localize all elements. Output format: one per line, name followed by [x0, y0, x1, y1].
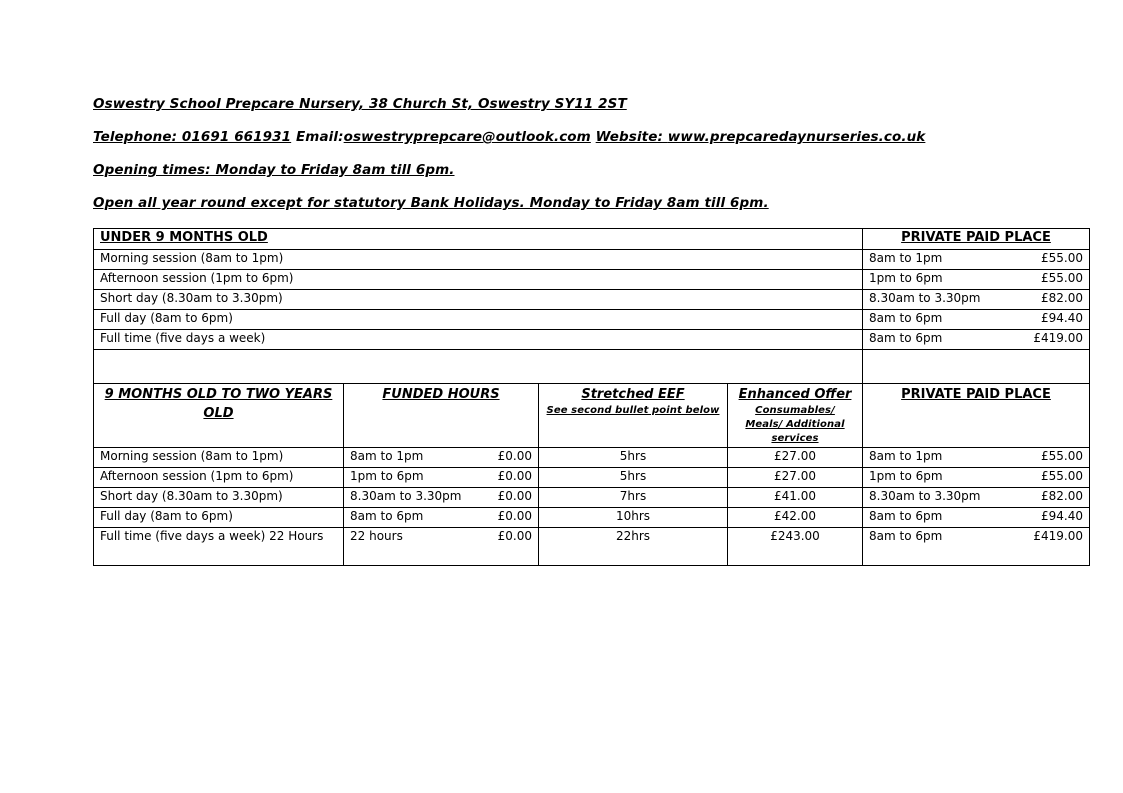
price-label: £55.00 [1041, 469, 1083, 483]
contact-line [93, 129, 1089, 146]
enhanced-cell: £243.00 [728, 528, 863, 566]
header-private-paid-text: PRIVATE PAID PLACE [901, 387, 1051, 402]
table-row [94, 488, 1090, 508]
header-age-group-text: 9 MONTHS OLD TO TWO YEARS OLD [104, 387, 333, 421]
time-label: 8am to 1pm [869, 251, 943, 265]
email-address: oswestryprepcare@outlook.com [343, 129, 591, 145]
table-9-months-to-two-years [93, 383, 1090, 566]
header-private-paid [863, 384, 1090, 448]
private-cell [863, 528, 1090, 566]
enhanced-cell: £27.00 [728, 468, 863, 488]
stretched-cell: 5hrs [539, 468, 728, 488]
funded-cell [344, 508, 539, 528]
header-enhanced-offer-subtext: Consumables/ [755, 405, 835, 416]
header-enhanced-offer-text: Enhanced Offer [738, 387, 852, 402]
funded-cell [344, 468, 539, 488]
header-private-paid [863, 229, 1090, 250]
nursery-title-text: Oswestry School Prepcare Nursery, 38 Church St, Oswestry SY11 2ST [93, 96, 627, 112]
funded-cell [344, 528, 539, 566]
empty-cell [94, 350, 863, 384]
empty-cell [863, 350, 1090, 384]
header-stretched-eef [539, 384, 728, 448]
price-cell [863, 290, 1090, 310]
time-label: 8.30am to 3.30pm [350, 489, 462, 503]
time-label: 8am to 6pm [869, 311, 943, 325]
table-header-row [94, 384, 1090, 448]
price-label: £0.00 [497, 489, 532, 503]
session-cell: Short day (8.30am to 3.30pm) [94, 488, 344, 508]
price-label: £419.00 [1033, 529, 1083, 543]
empty-spacer-row [94, 350, 1090, 384]
private-cell [863, 468, 1090, 488]
document-header [93, 96, 1089, 212]
header-age-group [94, 384, 344, 448]
session-cell: Morning session (8am to 1pm) [94, 448, 344, 468]
price-label: £82.00 [1041, 489, 1083, 503]
opening-times-line [93, 162, 1089, 179]
header-enhanced-offer-subtext: services [771, 433, 819, 444]
time-label: 22 hours [350, 529, 403, 543]
header-funded-hours [344, 384, 539, 448]
time-label: 8am to 1pm [350, 449, 424, 463]
time-label: 8.30am to 3.30pm [869, 489, 981, 503]
price-label: £0.00 [497, 469, 532, 483]
stretched-cell: 7hrs [539, 488, 728, 508]
time-label: 8am to 6pm [869, 331, 943, 345]
table-row [94, 270, 1090, 290]
open-all-year-line [93, 195, 1089, 212]
table-row [94, 310, 1090, 330]
price-cell [863, 310, 1090, 330]
table-row [94, 528, 1090, 566]
email-label: Email: [295, 129, 344, 145]
private-cell [863, 488, 1090, 508]
price-label: £94.40 [1041, 509, 1083, 523]
enhanced-cell: £41.00 [728, 488, 863, 508]
open-all-year-text: Open all year round except for statutory Bank Holidays. Monday to Friday 8am till 6pm. [93, 195, 769, 211]
session-cell: Short day (8.30am to 3.30pm) [94, 290, 863, 310]
private-cell [863, 508, 1090, 528]
private-cell [863, 448, 1090, 468]
header-enhanced-offer [728, 384, 863, 448]
header-stretched-eef-subtext: See second bullet point below [546, 405, 720, 416]
price-label: £0.00 [497, 509, 532, 523]
price-label: £419.00 [1033, 331, 1083, 345]
session-cell: Morning session (8am to 1pm) [94, 250, 863, 270]
stretched-cell: 22hrs [539, 528, 728, 566]
session-cell: Full time (five days a week) 22 Hours [94, 528, 344, 566]
header-enhanced-offer-subtext: Meals/ Additional [745, 419, 845, 430]
time-label: 8am to 1pm [869, 449, 943, 463]
price-label: £55.00 [1041, 251, 1083, 265]
price-label: £55.00 [1041, 271, 1083, 285]
funded-cell [344, 448, 539, 468]
time-label: 8am to 6pm [350, 509, 424, 523]
price-cell [863, 330, 1090, 350]
time-label: 8am to 6pm [869, 529, 943, 543]
price-label: £82.00 [1041, 291, 1083, 305]
enhanced-cell: £27.00 [728, 448, 863, 468]
table-header-row [94, 229, 1090, 250]
price-cell [863, 250, 1090, 270]
enhanced-cell: £42.00 [728, 508, 863, 528]
table-row [94, 508, 1090, 528]
table-row [94, 330, 1090, 350]
session-cell: Full day (8am to 6pm) [94, 310, 863, 330]
price-label: £55.00 [1041, 449, 1083, 463]
session-cell: Afternoon session (1pm to 6pm) [94, 468, 344, 488]
table-row [94, 250, 1090, 270]
price-cell [863, 270, 1090, 290]
header-age-group [94, 229, 863, 250]
website-label: Website: [595, 129, 663, 145]
price-label: £0.00 [497, 449, 532, 463]
table-row [94, 448, 1090, 468]
time-label: 1pm to 6pm [350, 469, 424, 483]
price-label: £0.00 [497, 529, 532, 543]
stretched-cell: 10hrs [539, 508, 728, 528]
session-cell: Full time (five days a week) [94, 330, 863, 350]
header-funded-hours-text: FUNDED HOURS [382, 387, 500, 402]
stretched-cell: 5hrs [539, 448, 728, 468]
nursery-title-line [93, 96, 1089, 113]
time-label: 1pm to 6pm [869, 469, 943, 483]
header-private-paid-text: PRIVATE PAID PLACE [901, 230, 1051, 245]
header-age-group-text: UNDER 9 MONTHS OLD [100, 230, 268, 245]
header-stretched-eef-text: Stretched EEF [581, 387, 685, 402]
website [596, 129, 926, 145]
table-row [94, 468, 1090, 488]
session-cell: Full day (8am to 6pm) [94, 508, 344, 528]
opening-times-text: Opening times: Monday to Friday 8am till 6pm. [93, 162, 455, 178]
time-label: 8.30am to 3.30pm [869, 291, 981, 305]
time-label: 1pm to 6pm [869, 271, 943, 285]
telephone-text: Telephone: 01691 661931 [93, 129, 292, 145]
table-under-9-months [93, 228, 1090, 384]
time-label: 8am to 6pm [869, 509, 943, 523]
table-row [94, 290, 1090, 310]
website-url: www.prepcaredaynurseries.co.uk [667, 129, 926, 145]
session-cell: Afternoon session (1pm to 6pm) [94, 270, 863, 290]
price-label: £94.40 [1041, 311, 1083, 325]
funded-cell [344, 488, 539, 508]
